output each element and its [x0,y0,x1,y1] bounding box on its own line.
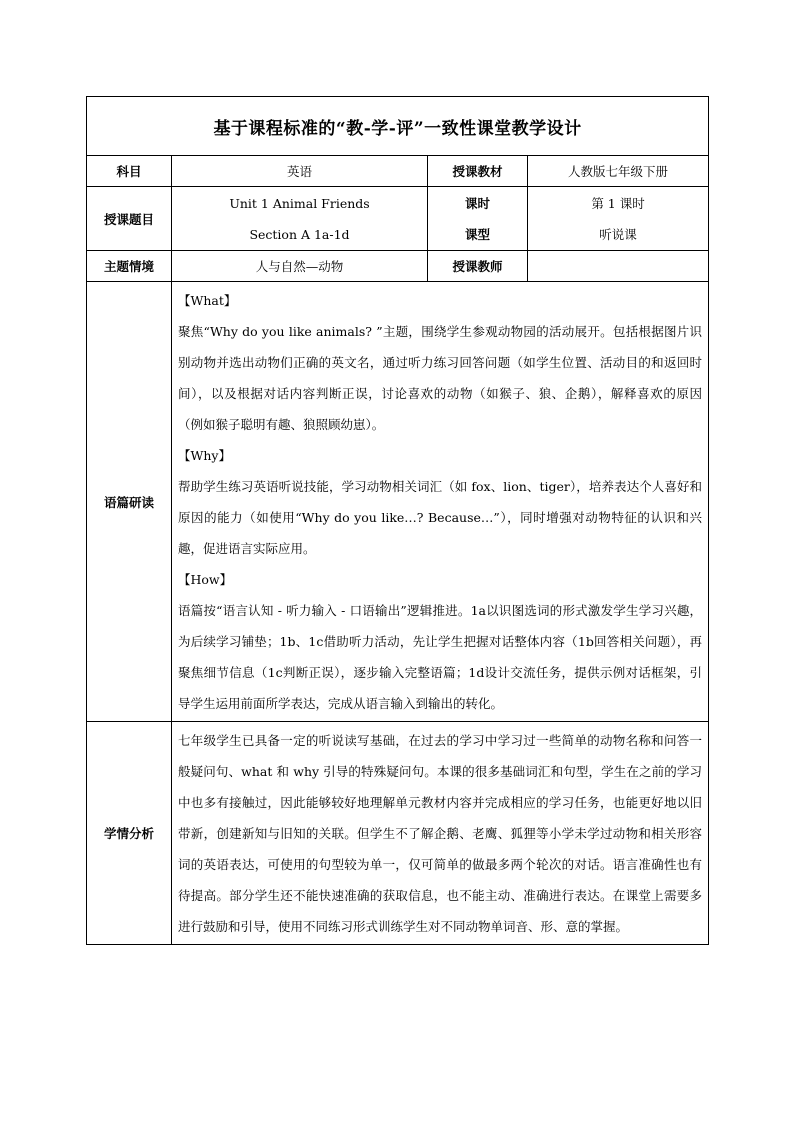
period-label: 课时 [464,195,490,211]
how-heading: 【How】 [178,572,233,587]
what-heading: 【What】 [178,293,237,308]
text-study-content [172,282,709,722]
learner-analysis-label: 学情分析 [87,722,172,945]
topic-line-unit: Unit 1 Animal Friends [229,195,370,211]
period-type-labels [428,187,528,251]
theme-label: 主题情境 [87,251,172,282]
type-label: 课型 [464,226,490,242]
theme-value: 人与自然—动物 [172,251,428,282]
learner-analysis-content [172,722,709,945]
text-study-label: 语篇研读 [87,282,172,722]
teacher-value [528,251,709,282]
why-heading: 【Why】 [178,448,231,463]
teacher-label: 授课教师 [428,251,528,282]
topic-value [172,187,428,251]
period-value: 第 1 课时 [591,195,645,211]
subject-value: 英语 [172,156,428,187]
type-value: 听说课 [599,226,637,242]
topic-label: 授课题目 [87,187,172,251]
period-type-values [528,187,709,251]
textbook-label: 授课教材 [428,156,528,187]
learner-analysis-paragraph: 七年级学生已具备一定的听说读写基础，在过去的学习中学习过一些简单的动物名称和问答一般疑问句、what 和 why 引导的特殊疑问句。本课的很多基础词汇和句型，学生在之前的学习中也多有接触过，因此能够较好地理解单元教材内容并完成相应的学习任务，也能更好地以旧带新，创建新知与旧知的关联。但学生不了解企鹅、老鹰、狐狸等小学未学过动物和相关形容词的英语表达，可使用的句型较为单一，仅可简单的做最多两个轮次的对话。语言准确性也有待提高。部分学生还不能快速准确的获取信息，也不能主动、准确进行表达。在课堂上需要多进行鼓励和引导，使用不同练习形式训练学生对不同动物单词音、形、意的掌握。 [178,733,703,934]
why-paragraph: 帮助学生练习英语听说技能，学习动物相关词汇（如 fox、lion、tiger），培养表达个人喜好和原因的能力（如使用“Why do you like…? Because…”），同时增强对动物特征的认识和兴趣，促进语言实际应用。 [178,479,703,556]
what-paragraph: 聚焦“Why do you like animals? ”主题，围绕学生参观动物园的活动展开。包括根据图片识别动物并选出动物们正确的英文名，通过听力练习回答问题（如学生位置、活动目的和返回时间），以及根据对话内容判断正误，讨论喜欢的动物（如猴子、狼、企鹅），解释喜欢的原因（例如猴子聪明有趣、狼照顾幼崽）。 [178,324,703,432]
textbook-value: 人教版七年级下册 [528,156,709,187]
topic-line-section: Section A 1a-1d [249,226,350,242]
subject-label: 科目 [87,156,172,187]
document-title: 基于课程标准的“教-学-评”一致性课堂教学设计 [87,97,709,156]
lesson-plan-table [86,96,709,945]
how-paragraph: 语篇按“语言认知 - 听力输入 - 口语输出”逻辑推进。1a以识图选词的形式激发学生学习兴趣，为后续学习铺垫；1b、1c借助听力活动，先让学生把握对话整体内容（1b回答相关问题），再聚焦细节信息（1c判断正误），逐步输入完整语篇；1d设计交流任务，提供示例对话框架，引导学生运用前面所学表达，完成从语言输入到输出的转化。 [178,603,703,711]
